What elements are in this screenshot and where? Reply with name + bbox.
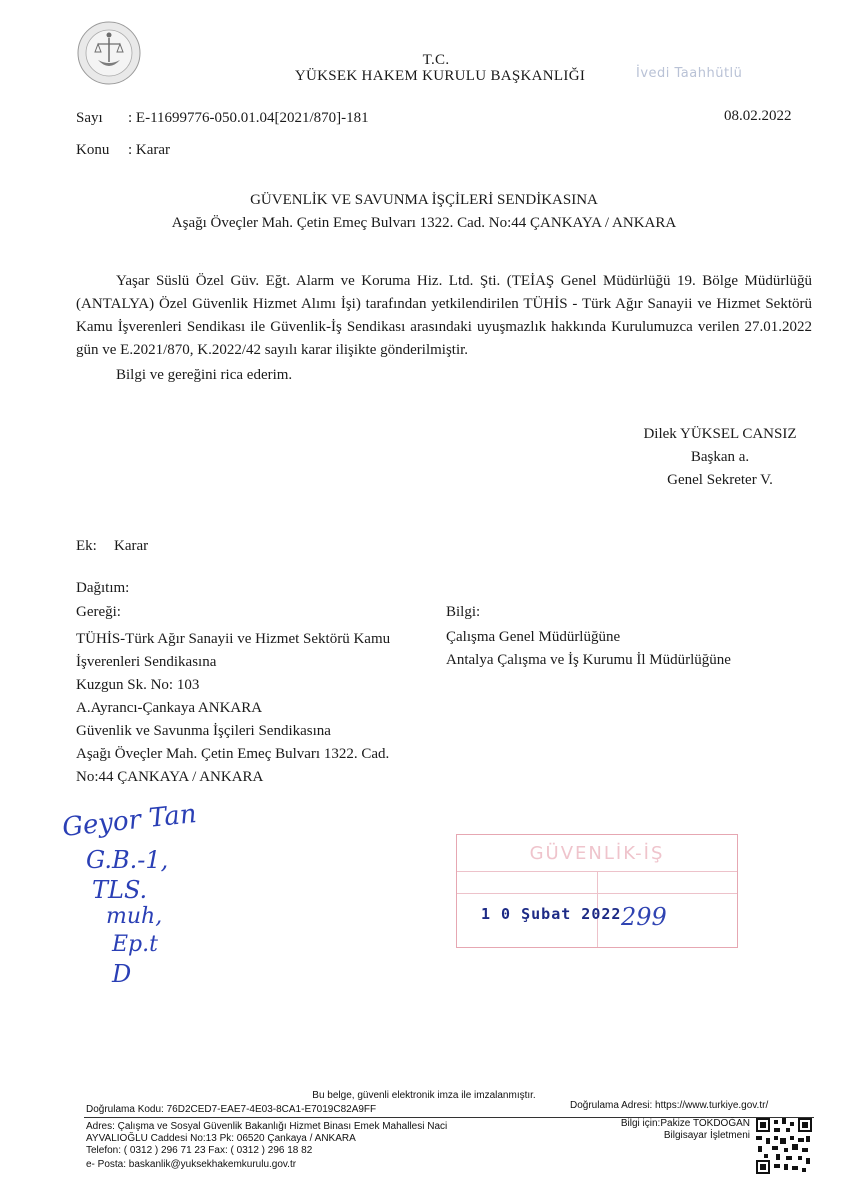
geregi-line: A.Ayrancı-Çankaya ANKARA <box>76 700 263 716</box>
info-department: Bilgisayar İşletmeni <box>663 1130 750 1141</box>
header-organization: YÜKSEK HAKEM KURULU BAŞKANLIĞI <box>294 68 586 84</box>
footer-email[interactable]: e- Posta: baskanlik@yuksekhakemkurulu.gov.tr <box>86 1159 297 1170</box>
konu-value: : Karar <box>128 142 171 158</box>
distribution-title: Dağıtım: <box>76 580 130 596</box>
footer-address-line-2: AYVALIOĞLU Caddesi No:13 Pk: 06520 Çankaya / ANKARA <box>86 1133 356 1144</box>
body-paragraph-1: Yaşar Süslü Özel Güv. Eğt. Alarm ve Koruma Hiz. Ltd. Şti. (TEİAŞ Genel Müdürlüğü 19. Bölge Müdürlüğü (ANTALYA) Özel Güvenlik Hizmet Alımı İşi) tarafından yetkilendirilen TÜHİS - Türk Ağır Sanayii ve Hizmet Sektörü Kamu İşverenleri Sendikası ile Güvenlik-İş Sendikası arasındaki uyuşmazlık hakkında Kurulumuzca verilen 27.01.2022 gün ve E.2021/870, K.2022/42 sayılı karar ilişikte gönderilmiştir. <box>76 273 812 358</box>
handwritten-note-line: D <box>112 960 132 988</box>
signer-title-1: Başkan a. <box>690 449 750 465</box>
geregi-line: Aşağı Öveçler Mah. Çetin Emeç Bulvarı 1322. Cad. <box>76 746 390 762</box>
attachment-value: Karar <box>114 538 149 554</box>
sayi-label: Sayı <box>76 110 103 126</box>
receipt-stamp-title: GÜVENLİK-İŞ <box>529 843 665 864</box>
verification-code: Doğrulama Kodu: 76D2CED7-EAE7-4E03-8CA1-E7019C82A9FF <box>86 1104 377 1115</box>
konu-label: Konu <box>76 142 110 158</box>
footer-phone: Telefon: ( 0312 ) 296 71 23 Fax: ( 0312 ) 296 18 82 <box>86 1145 313 1156</box>
recipient-name: GÜVENLİK VE SAVUNMA İŞÇİLERİ SENDİKASINA <box>250 192 598 208</box>
institution-seal-icon <box>76 20 142 86</box>
handwritten-note-line: Geyor Tan <box>60 799 198 843</box>
footer-address-line-1: Adres: Çalışma ve Sosyal Güvenlik Bakanlığı Hizmet Binası Emek Mahallesi Naci <box>86 1121 448 1132</box>
bilgi-line: Çalışma Genel Müdürlüğüne <box>446 629 621 645</box>
receipt-stamp <box>456 834 738 948</box>
info-contact: Bilgi için:Pakize TOKDOĞAN <box>620 1118 750 1129</box>
receipt-stamp-number: 299 <box>621 903 667 931</box>
bilgi-label: Bilgi: <box>446 604 481 620</box>
geregi-line: No:44 ÇANKAYA / ANKARA <box>76 769 264 785</box>
handwritten-note-line: G.B.-1, <box>86 846 169 874</box>
geregi-line: Kuzgun Sk. No: 103 <box>76 677 200 693</box>
signer-title-2: Genel Sekreter V. <box>667 472 773 488</box>
handwritten-note-line: Ep.t <box>112 932 158 957</box>
bilgi-line: Antalya Çalışma ve İş Kurumu İl Müdürlüğüne <box>446 652 731 668</box>
geregi-line: TÜHİS-Türk Ağır Sanayii ve Hizmet Sektörü Kamu <box>76 631 391 647</box>
body-text <box>76 270 812 387</box>
receipt-stamp-date: 1 0 Şubat 2022 <box>481 905 622 923</box>
attachment-label: Ek: <box>76 538 97 554</box>
esign-note: Bu belge, güvenli elektronik imza ile imzalanmıştır. <box>312 1090 536 1101</box>
ivedi-stamp: İvedi Taahhütlü <box>636 66 743 81</box>
body-paragraph-2: Bilgi ve gereğini rica ederim. <box>116 367 293 383</box>
handwritten-note-line: TLS. <box>92 876 148 904</box>
header-tc: T.C. <box>422 52 450 68</box>
verification-address: Doğrulama Adresi: https://www.turkiye.gov.tr/ <box>570 1100 769 1111</box>
geregi-list <box>76 628 456 789</box>
geregi-line: Güvenlik ve Savunma İşçileri Sendikasına <box>76 723 331 739</box>
signer-name: Dilek YÜKSEL CANSIZ <box>643 426 797 442</box>
geregi-label: Gereği: <box>76 604 121 620</box>
bilgi-list <box>446 626 806 672</box>
sayi-value: : E-11699776-050.01.04[2021/870]-181 <box>128 110 369 126</box>
qr-code-icon[interactable] <box>756 1118 812 1174</box>
handwritten-note-line: muh, <box>106 904 163 929</box>
document-date: 08.02.2022 <box>724 108 792 124</box>
geregi-line: İşverenleri Sendikasına <box>76 654 217 670</box>
recipient-address: Aşağı Öveçler Mah. Çetin Emeç Bulvarı 1322. Cad. No:44 ÇANKAYA / ANKARA <box>171 215 677 231</box>
